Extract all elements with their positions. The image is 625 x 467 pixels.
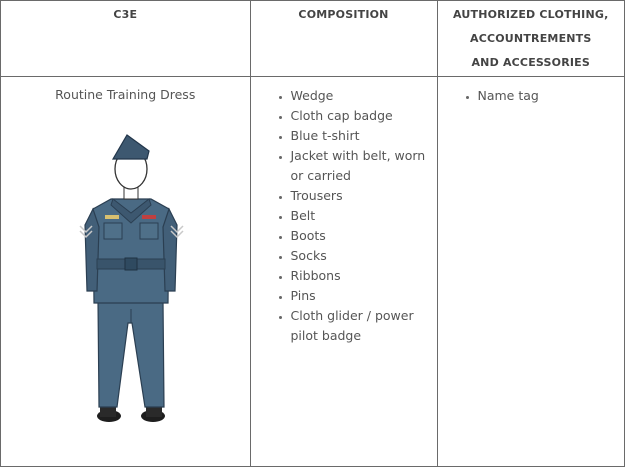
table-row [1, 77, 624, 467]
composition-cell [250, 77, 437, 467]
header-authorized-line3: AND ACCESSORIES [471, 56, 591, 69]
dress-name: Routine Training Dress [55, 87, 196, 102]
list-item: • Boots [291, 226, 437, 246]
authorized-cell [437, 77, 624, 467]
list-item: • Socks [291, 246, 437, 266]
header-c3e: C3E [1, 1, 250, 77]
list-item: • Cloth cap badge [291, 106, 437, 126]
list-item: • Trousers [291, 186, 437, 206]
list-item: • Pins [291, 286, 437, 306]
header-row [1, 1, 624, 77]
list-item: • Belt [291, 206, 437, 226]
list-item: • Cloth glider / power pilot badge [291, 306, 437, 346]
list-item: • Wedge [291, 86, 437, 106]
list-item: • Name tag [478, 86, 625, 106]
uniform-table [1, 1, 624, 466]
uniformed-cadet-illustration [1, 131, 250, 431]
list-item: • Jacket with belt, worn or carried [291, 146, 437, 186]
list-item: • Ribbons [291, 266, 437, 286]
list-item: • Blue t-shirt [291, 126, 437, 146]
header-authorized-line1: AUTHORIZED CLOTHING, [453, 8, 609, 21]
dress-cell [1, 77, 250, 467]
header-authorized [437, 1, 624, 77]
cadet-figure-icon [1, 131, 250, 431]
composition-list [251, 86, 437, 346]
header-composition: COMPOSITION [250, 1, 437, 77]
authorized-list [438, 86, 625, 106]
header-authorized-line2: ACCOUNTREMENTS [469, 32, 592, 45]
